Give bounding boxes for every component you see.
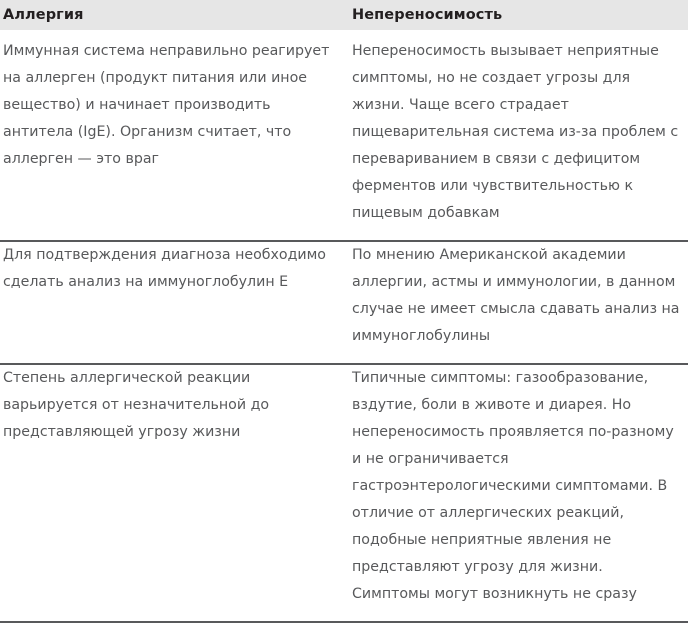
table-row xyxy=(0,38,688,241)
header-spacer-cell-right xyxy=(344,30,688,38)
table-cell-allergy xyxy=(0,241,344,364)
cell-text-allergy: Иммунная система неправильно реагирует на аллерген (продукт питания или иное вещество) и начинает производить антитела (IgE). Организм считает, что аллерген — это враг xyxy=(3,43,330,167)
table-cell-allergy xyxy=(0,38,344,241)
table-row xyxy=(0,364,688,622)
column-header-allergy: Аллергия xyxy=(3,7,84,23)
cell-text-intolerance: По мнению Американской академии аллергии, астмы и иммунологии, в данном случае не имеет смысла сдавать анализ на иммуноглобулины xyxy=(352,247,680,344)
table-cell-intolerance xyxy=(344,38,688,241)
cell-text-intolerance: Непереносимость вызывает неприятные симптомы, но не создает угрозы для жизни. Чаще всего страдает пищеварительная система из-за проблем с перевариванием в связи с дефицитом ферментов или чувствительностью к пищевым добавкам xyxy=(352,43,679,221)
cell-text-allergy: Степень аллергической реакции варьируется от незначительной до представляющей угрозу жизни xyxy=(3,370,270,440)
table-header-row xyxy=(0,0,688,30)
header-spacer-row xyxy=(0,30,688,38)
header-spacer-cell-left xyxy=(0,30,344,38)
column-header-intolerance: Непереносимость xyxy=(352,7,503,23)
cell-text-allergy: Для подтверждения диагноза необходимо сделать анализ на иммуноглобулин E xyxy=(3,247,326,290)
table-row xyxy=(0,241,688,364)
table-cell-intolerance xyxy=(344,364,688,622)
table-cell-allergy xyxy=(0,364,344,622)
table-cell-intolerance xyxy=(344,241,688,364)
cell-text-intolerance: Типичные симптомы: газообразование, вздутие, боли в животе и диарея. Но непереносимость проявляется по-разному и не ограничивается гастроэнтерологическими симптомами. В отличие от аллергических реакций, подобные неприятные явления не представляют угрозу для жизни. Симптомы могут возникнуть не сразу xyxy=(352,370,674,602)
